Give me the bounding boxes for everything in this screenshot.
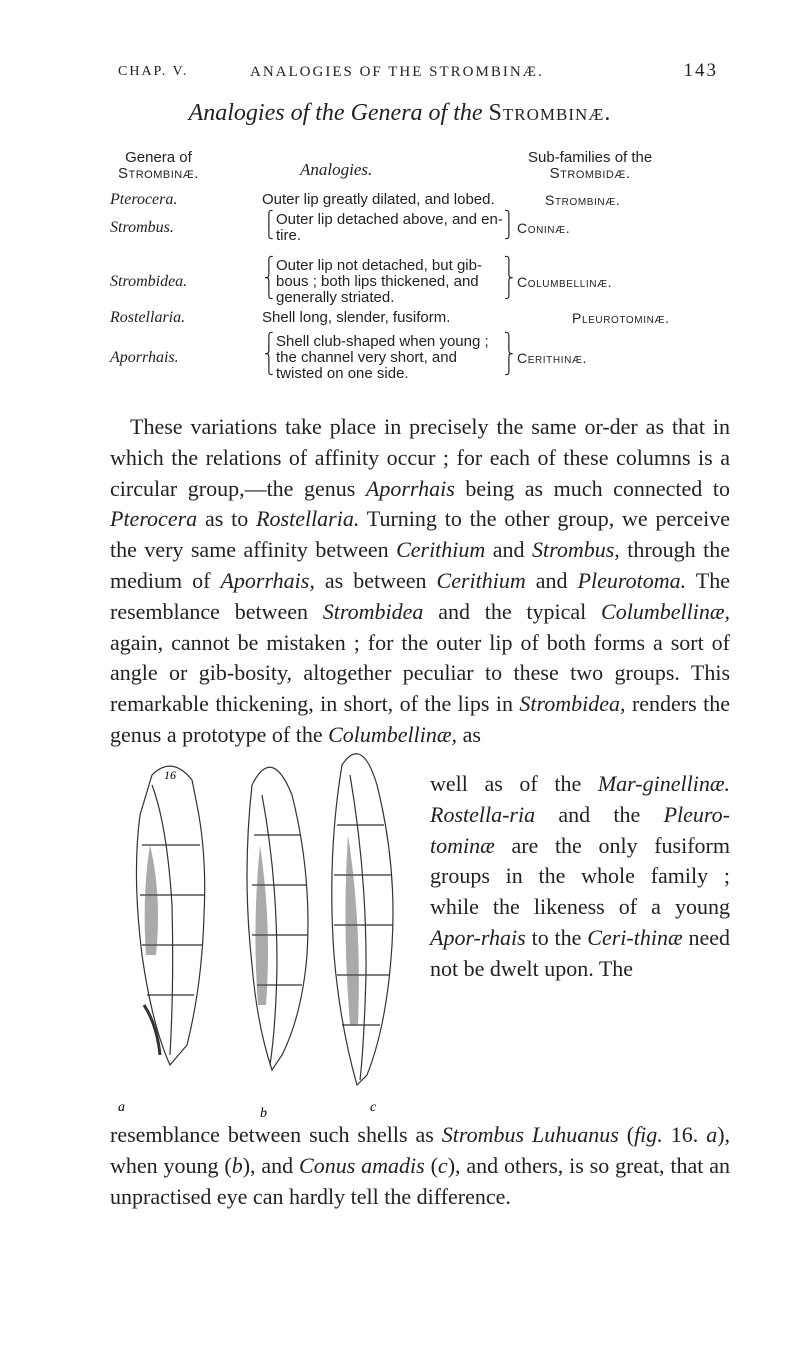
body-paragraph xyxy=(110,412,730,751)
text-run: to the xyxy=(525,924,588,950)
text-run: ( xyxy=(618,1122,635,1147)
text-run: are the only fusiform groups in the whole family ; while the likeness of a young xyxy=(430,832,730,920)
header-genera xyxy=(118,150,199,182)
header-analogies: Analogies. xyxy=(300,160,373,179)
fig-letter: a xyxy=(706,1122,718,1147)
genus-name: Strombidea, xyxy=(519,691,626,717)
figure-label-a: a xyxy=(118,1100,125,1115)
tail-paragraph xyxy=(110,1120,730,1212)
text-run: and the xyxy=(535,801,664,827)
genus-name: Columbellinæ, xyxy=(601,598,730,624)
header-genera-line1: Genera of xyxy=(125,149,192,166)
text-run: well as of the xyxy=(430,771,598,796)
genus-name: Cerithium xyxy=(396,537,486,563)
text-run: resemblance between such shells as xyxy=(110,1122,442,1147)
genus-name: Aporrhais xyxy=(365,475,455,501)
text-run: renders the genus a prototype of the xyxy=(110,691,730,747)
text-run: ), when young ( xyxy=(110,1122,731,1178)
chapter-label: CHAP. V. xyxy=(118,64,189,79)
text-run: and the typical xyxy=(423,598,602,624)
brace-right: ⎫ ⎭ xyxy=(504,211,514,240)
species-name: Strombus Luhuanus xyxy=(441,1122,619,1147)
genus-name: Rostellaria. xyxy=(256,506,360,532)
fig-letter: b xyxy=(231,1152,243,1178)
genus-name: Pleuro-tominæ xyxy=(430,801,730,858)
page-number: 143 xyxy=(683,60,718,81)
figure-label-c: c xyxy=(370,1100,377,1115)
fig-ref: fig. xyxy=(634,1122,663,1147)
title-caps: Strombinæ. xyxy=(488,100,612,126)
running-heading: ANALOGIES OF THE STROMBINÆ. xyxy=(250,64,544,80)
genus-name: Strombus, xyxy=(531,537,620,563)
text-run: need not be dwelt upon. The xyxy=(430,924,731,981)
title-italic: Analogies of the Genera of the xyxy=(188,100,483,126)
text-run: ), and others, is so great, that an unpractised eye can hardly tell the difference. xyxy=(110,1152,731,1209)
genus-name: Ceri-thinæ xyxy=(587,924,683,950)
genus-name: Pleurotoma. xyxy=(577,567,687,593)
text-run: as xyxy=(457,721,481,747)
analogy-pterocera: Outer lip greatly dilated, and lobed. xyxy=(262,191,495,208)
section-title xyxy=(0,100,800,127)
analogy-aporrhais-3: twisted on one side. xyxy=(276,365,409,382)
text-run: The resemblance between xyxy=(110,567,730,624)
analogy-strombidea-3: generally striated. xyxy=(276,289,395,306)
text-run: through the medium of xyxy=(110,537,730,593)
subfamily-pleurotominae: Pleurotominæ. xyxy=(572,310,670,326)
figure-number: 16 xyxy=(164,768,176,782)
text-run: being as much connected to xyxy=(454,475,730,501)
text-run: ( xyxy=(424,1152,438,1178)
subfamily-columbellinae: Columbellinæ. xyxy=(517,274,613,290)
text-run: These variations take place in precisely the same or-der as that in which the relations of affinity occur ; for each of these columns is a circular group,—the genus xyxy=(110,414,730,501)
analogy-aporrhais-1: Shell club-shaped when young ; xyxy=(276,333,489,350)
genus-strombidea: Strombidea. xyxy=(110,273,188,290)
genus-aporrhais: Aporrhais. xyxy=(110,349,179,366)
genus-strombus: Strombus. xyxy=(110,219,174,236)
fig-letter: c xyxy=(437,1152,448,1178)
header-subfamilies-line2: Strombidæ. xyxy=(549,165,631,182)
analogy-strombus-2: tire. xyxy=(276,227,302,244)
brace-left: ⎧ ⎨ ⎩ xyxy=(264,257,274,300)
genus-name: Pterocera xyxy=(110,506,198,532)
brace-right: ⎫ ⎬ ⎭ xyxy=(504,333,514,376)
text-run: and xyxy=(525,567,578,593)
text-run: ), and xyxy=(242,1152,300,1178)
brace-right: ⎫ ⎬ ⎭ xyxy=(504,257,514,300)
header-genera-line2: Strombinæ. xyxy=(118,165,199,182)
analogy-strombus-1: Outer lip detached above, and en- xyxy=(276,211,503,228)
figure-label-b: b xyxy=(260,1106,267,1121)
genus-name: Rostella-ria xyxy=(430,801,536,827)
genus-name: Mar-ginellinæ. xyxy=(597,771,730,796)
text-run: and xyxy=(485,537,532,563)
text-run: again, cannot be mistaken ; for the outer lip of both forms a sort of angle or gib-bosity, altogether peculiar to these two groups. This remarkable thickening, in short, of the lips in xyxy=(110,629,730,717)
genus-name: Strombidea xyxy=(322,598,424,624)
species-name: Conus amadis xyxy=(299,1152,425,1178)
genus-name: Cerithium xyxy=(436,567,526,593)
side-paragraph xyxy=(430,769,730,985)
genus-rostellaria: Rostellaria. xyxy=(110,309,186,326)
subfamily-coninae: Coninæ. xyxy=(517,220,571,236)
genus-pterocera: Pterocera. xyxy=(110,191,178,208)
analogy-rostellaria: Shell long, slender, fusiform. xyxy=(262,309,451,326)
analogy-aporrhais-2: the channel very short, and xyxy=(276,349,457,366)
subfamily-strombinae: Strombinæ. xyxy=(545,192,621,208)
analogy-strombidea-2: bous ; both lips thickened, and xyxy=(276,273,479,290)
header-subfamilies-line1: Sub-families of the xyxy=(528,149,653,166)
text-run: as to xyxy=(197,506,257,532)
brace-left: ⎧ ⎨ ⎩ xyxy=(264,333,274,376)
shell-illustration xyxy=(112,725,432,1125)
genus-name: Aporrhais, xyxy=(220,567,315,593)
text-run: Turning to the other group, we perceive the very same affinity between xyxy=(110,506,730,563)
genus-name: Apor-rhais xyxy=(430,924,526,950)
genus-name: Columbellinæ, xyxy=(328,721,458,747)
brace-left: ⎧ ⎩ xyxy=(264,211,274,240)
subfamily-cerithinae: Cerithinæ. xyxy=(517,350,587,366)
figure-16-shells xyxy=(112,725,432,1125)
text-run: as between xyxy=(314,567,437,593)
text-run: 16. xyxy=(662,1122,707,1147)
header-subfamilies xyxy=(528,150,652,182)
analogy-strombidea-1: Outer lip not detached, but gib- xyxy=(276,257,482,274)
